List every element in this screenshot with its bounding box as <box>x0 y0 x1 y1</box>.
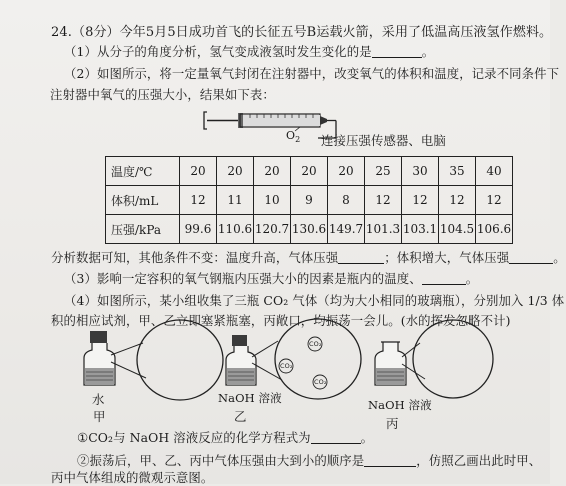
table-cell: 20 <box>328 157 365 186</box>
syringe-o2-label: $O_2$ <box>286 129 301 145</box>
row-header: 压强/kPa <box>106 215 180 244</box>
question-header: 24.（8分）今年5月5日成功首飞的长征五号B运载火箭，采用了低温高压液氢作燃料。 <box>51 25 553 40</box>
table-cell: 40 <box>476 157 513 186</box>
table-cell: 20 <box>180 157 217 186</box>
table-cell: 130.6 <box>291 215 328 244</box>
bottle-yi-name: 乙 <box>234 409 247 424</box>
table-cell: 11 <box>217 186 254 215</box>
sensor-label: 连接压强传感器、电脑 <box>321 133 446 148</box>
table-cell: 104.5 <box>439 215 476 244</box>
table-cell: 8 <box>328 186 365 215</box>
question-3: （3）影响一定容积的氧气钢瓶内压强大小的因素是瓶内的温度、 。 <box>64 271 479 286</box>
bottle-yi-reagent: NaOH 溶液 <box>218 391 282 405</box>
table-cell: 12 <box>402 186 439 215</box>
row-header: 温度/℃ <box>106 157 180 186</box>
bottle-jia-name: 甲 <box>93 409 106 424</box>
molecule-label-3: CO₂ <box>314 378 327 386</box>
table-cell: 25 <box>365 157 402 186</box>
question-2-line2: 注射器中氧气的压强大小，结果如下表： <box>50 87 275 102</box>
question-4-line2: 积的相应试剂，甲、乙立即塞紧瓶塞，丙敞口，均振荡一会儿。(水的挥发忽略不计) <box>51 313 511 328</box>
table-cell: 101.3 <box>365 215 402 244</box>
sub-question-1: ①CO₂与 NaOH 溶液反应的化学方程式为 。 <box>77 430 374 445</box>
molecule-label-1: CO₂ <box>309 340 322 348</box>
question-1: （1）从分子的角度分析，氢气变成液氢时发生变化的是 。 <box>64 44 435 59</box>
table-cell: 149.7 <box>328 215 365 244</box>
table-cell: 10 <box>254 186 291 215</box>
bottle-jia-reagent: 水 <box>92 392 105 407</box>
bottle-jia <box>84 320 223 400</box>
question-2-line1: （2）如图所示，将一定量氧气封闭在注射器中，改变氧气的体积和温度，记录不同条件下 <box>64 66 560 81</box>
analysis-line: 分析数据可知，其他条件不变：温度升高，气体压强 ；体积增大，气体压强 。 <box>51 250 566 265</box>
table-cell: 20 <box>291 157 328 186</box>
molecule-label-2: CO₂ <box>280 362 293 370</box>
table-cell: 20 <box>254 157 291 186</box>
row-header: 体积/mL <box>106 186 180 215</box>
table-cell: 110.6 <box>217 215 254 244</box>
bottle-yi <box>226 319 361 399</box>
table-cell: 12 <box>180 186 217 215</box>
table-cell: 120.7 <box>254 215 291 244</box>
table-cell: 103.1 <box>402 215 439 244</box>
table-cell: 12 <box>365 186 402 215</box>
sub-question-2-line2: 丙中气体组成的微观示意图。 <box>51 470 214 485</box>
table-cell: 12 <box>439 186 476 215</box>
bottle-bing <box>375 320 493 398</box>
question-4-line1: （4）如图所示，某小组收集了三瓶 CO₂ 气体（均为大小相同的玻璃瓶），分别加入 1/3 体 <box>64 293 565 308</box>
bottle-bing-reagent: NaOH 溶液 <box>368 398 432 412</box>
bottle-bing-name: 丙 <box>386 416 399 431</box>
table-cell: 20 <box>217 157 254 186</box>
table-cell: 12 <box>476 186 513 215</box>
table-cell: 35 <box>439 157 476 186</box>
table-cell: 30 <box>402 157 439 186</box>
table-cell: 9 <box>291 186 328 215</box>
sub-question-2-line1: ②振荡后，甲、乙、丙中气体压强由大到小的顺序是 ，仿照乙画出此时甲、 <box>77 453 542 468</box>
table-cell: 106.6 <box>476 215 513 244</box>
table-cell: 99.6 <box>180 215 217 244</box>
